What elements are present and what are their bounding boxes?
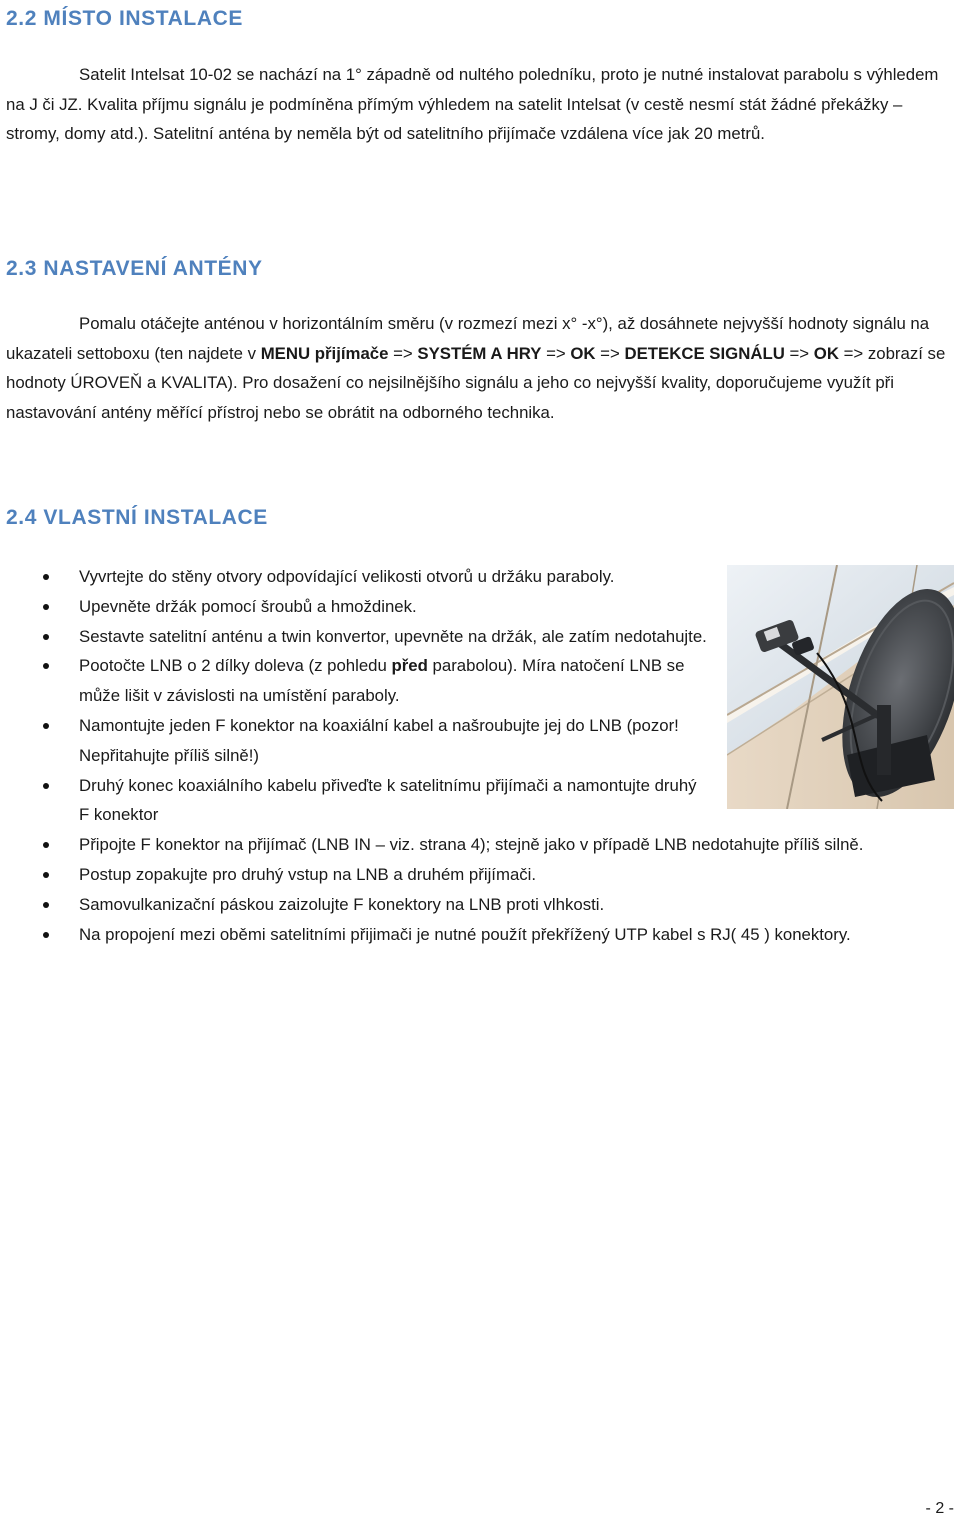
section-heading-vlastni-instalace: 2.4 VLASTNÍ INSTALACE <box>6 506 268 529</box>
paragraph-text: Satelit Intelsat 10-02 se nachází na 1° západně od nultého poledníku, proto je nutné instalovat parabolu s výhledem na J či JZ. Kvalita příjmu signálu je podmíněna přímým výhledem na satelit Intelsat (v cestě nesmí stát žádné překážky – stromy, domy atd.). Satelitní anténa by neměla být od satelitního přijímače vzdálena více jak 20 metrů. <box>6 65 939 143</box>
list-item: Postup zopakujte pro druhý vstup na LNB a druhém přijímači. <box>0 860 939 890</box>
section-heading-misto-instalace: 2.2 MÍSTO INSTALACE <box>6 7 243 30</box>
bold-ok: OK <box>570 343 596 363</box>
bold-detekce-signalu: DETEKCE SIGNÁLU <box>624 343 785 363</box>
bullet-icon <box>43 574 49 580</box>
bullet-icon <box>43 842 49 848</box>
bold-ok: OK <box>813 343 839 363</box>
bullet-icon <box>43 663 49 669</box>
bullet-icon <box>43 634 49 640</box>
bullet-icon <box>43 872 49 878</box>
list-item: Na propojení mezi oběmi satelitními přijimači je nutné použít překřížený UTP kabel s RJ( 45 ) konektory. <box>0 920 939 950</box>
bullet-icon <box>43 723 49 729</box>
list-item: Pootočte LNB o 2 dílky doleva (z pohledu před parabolou). Míra natočení LNB se může lišit v závislosti na umístění paraboly. <box>0 651 709 711</box>
text-run: Pomalu otáčejte anténou v horizontálním směru (v rozmezí mezi x° -x°), až dosáhnete nejvyšší hodnoty signálu na ukazateli settoboxu (ten najdete v <box>6 314 930 363</box>
list-item: Samovulkanizační páskou zaizolujte F konektory na LNB proti vlhkosti. <box>0 890 939 920</box>
list-item: Sestavte satelitní anténu a twin konvertor, upevněte na držák, ale zatím nedotahujte. <box>0 622 709 652</box>
bold-pred: před <box>391 656 428 676</box>
satellite-dish-photo <box>727 565 954 809</box>
list-item: Upevněte držák pomocí šroubů a hmoždinek. <box>0 592 709 622</box>
list-item: Vyvrtejte do stěny otvory odpovídající velikosti otvorů u držáku paraboly. <box>0 562 709 592</box>
text-run: => <box>595 343 625 363</box>
paragraph-misto-instalace <box>6 60 954 149</box>
bullet-icon <box>43 783 49 789</box>
text-run: => <box>388 343 418 363</box>
list-item: Namontujte jeden F konektor na koaxiální kabel a našroubujte jej do LNB (pozor! Nepřitahujte příliš silně!) <box>0 711 709 771</box>
bold-system-a-hry: SYSTÉM A HRY <box>417 343 542 363</box>
text-run: => zobrazí se hodnoty ÚROVEŇ a KVALITA). Pro dosažení co nejsilnějšího signálu a jeho co nejvyšší kvality, doporučujeme využít při nastavování antény měřící přístroj nebo se obrátit na odborného technika. <box>6 343 946 422</box>
bullet-icon <box>43 604 49 610</box>
list-item: Druhý konec koaxiálního kabelu přiveďte k satelitnímu přijímači a namontujte druhý F konektor <box>0 771 709 831</box>
paragraph-nastaveni-anteny <box>6 309 954 427</box>
page-number: - 2 - <box>925 1500 954 1517</box>
text-run: => <box>784 343 814 363</box>
section-heading-nastaveni-anteny: 2.3 NASTAVENÍ ANTÉNY <box>6 257 263 280</box>
bullet-icon <box>43 902 49 908</box>
bullet-icon <box>43 932 49 938</box>
list-item: Připojte F konektor na přijímač (LNB IN – viz. strana 4); stejně jako v případě LNB nedotahujte příliš silně. <box>0 830 939 860</box>
bold-menu-prijimace: MENU přijímače <box>260 343 389 363</box>
text-run: => <box>541 343 571 363</box>
